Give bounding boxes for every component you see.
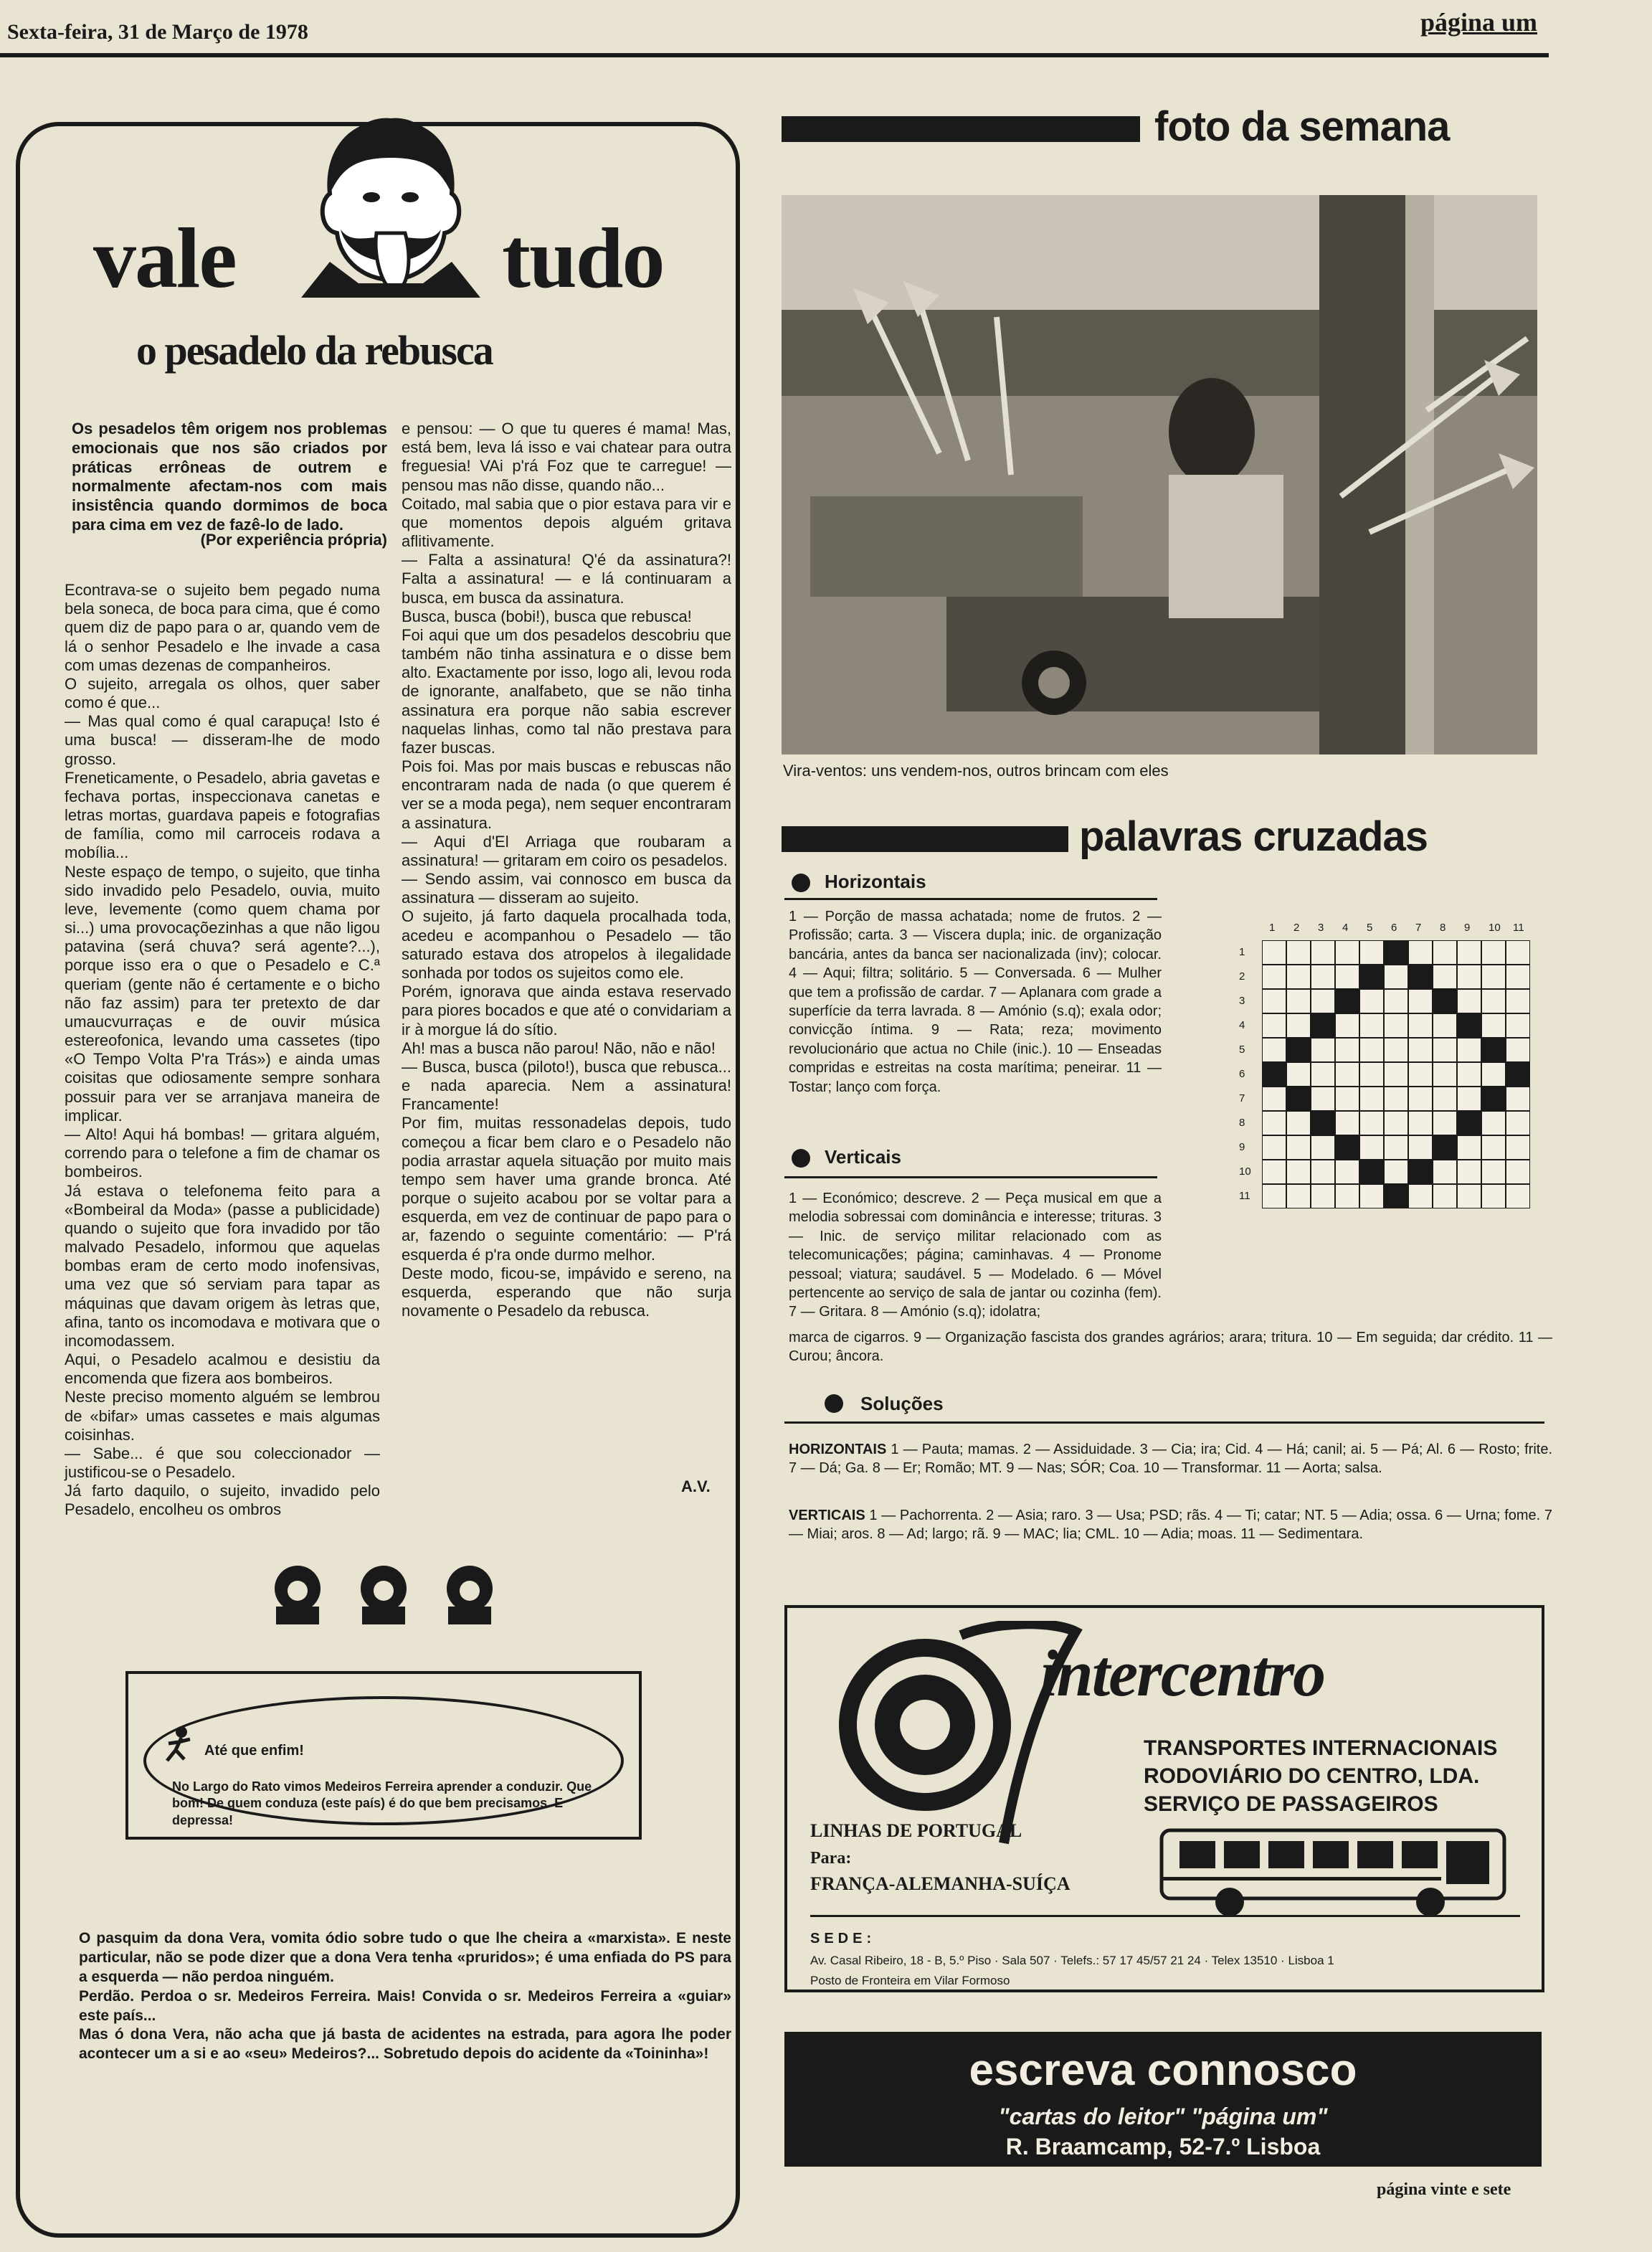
grid-cell[interactable] [1384,1013,1408,1038]
grid-cell[interactable] [1262,1160,1286,1184]
grid-cell[interactable] [1481,1135,1506,1160]
verticais-clues: 1 — Económico; descreve. 2 — Peça musical em que a melodia sobressai com dominância e interesse; trituras. 3 — Inic. de serviço militar relacionado com as telecomunicações; página; caminhavas. 4 — Pronome pessoal; viatura; saudável. 5 — Modelado. 6 — Móvel pertencente ao serviço de sala de jantar ou cozinha (fem). 7 — Gritara. 8 — Amónio (s.q); idolatra; [789,1191,1162,1320]
grid-cell[interactable] [1481,1062,1506,1087]
article-lead-credit: (Por experiência própria) [200,531,387,549]
grid-cell[interactable] [1457,1135,1481,1160]
grid-cell[interactable] [1311,1160,1335,1184]
bullet-icon [825,1394,843,1413]
grid-cell[interactable] [1506,1087,1530,1111]
grid-cell[interactable] [1359,1038,1384,1062]
marx-portrait-icon [287,108,495,298]
grid-cell[interactable] [1286,1038,1311,1062]
grid-cell[interactable] [1433,1062,1457,1087]
crossword-banner-bar [782,826,1068,852]
verticais-clues-continued: marca de cigarros. 9 — Organização fascista dos grandes agrários; arara; tritura. 10 — Em seguida; dar crédito. 11 — Curou; âncora. [789,1330,1552,1365]
grid-row-number: 10 [1239,1165,1251,1178]
grid-cell[interactable] [1457,1087,1481,1111]
grid-cell[interactable] [1506,1184,1530,1208]
escreva-connosco-box [784,2032,1542,2167]
grid-cell[interactable] [1286,940,1311,965]
note-title: Até que enfim! [204,1743,304,1759]
grid-cell[interactable] [1433,1160,1457,1184]
services-line-2: RODOVIÁRIO DO CENTRO, LDA. [1144,1764,1480,1788]
grid-cell[interactable] [1311,940,1335,965]
grid-cell[interactable] [1457,1038,1481,1062]
grid-column-number: 4 [1342,922,1349,934]
grid-cell[interactable] [1311,1087,1335,1111]
title-vale: vale [93,210,236,306]
grid-row-number: 4 [1239,1019,1245,1031]
grid-cell[interactable] [1335,1087,1359,1111]
horizontais-heading: Horizontais [825,871,926,892]
grid-cell[interactable] [1311,1038,1335,1062]
grid-row-number: 11 [1239,1190,1250,1202]
grid-cell[interactable] [1506,965,1530,989]
grid-cell[interactable] [1262,940,1286,965]
grid-cell[interactable] [1311,965,1335,989]
grid-cell[interactable] [1262,1013,1286,1038]
photo-caption: Vira-ventos: uns vendem-nos, outros brincam com eles [783,762,1169,780]
grid-cell[interactable] [1359,1087,1384,1111]
grid-cell[interactable] [1506,1111,1530,1135]
grid-cell[interactable] [1433,1013,1457,1038]
grid-cell[interactable] [1359,965,1384,989]
grid-cell[interactable] [1408,1062,1433,1087]
bus-icon [1158,1823,1509,1920]
grid-cell[interactable] [1286,1111,1311,1135]
grid-cell[interactable] [1506,940,1530,965]
section-label: página um [1420,8,1537,37]
escreva-title: escreva connosco [969,2045,1357,2095]
grid-cell[interactable] [1457,1062,1481,1087]
grid-row-number: 6 [1239,1068,1245,1080]
article-column-2: e pensou: — O que tu queres é mama! Mas, está bem, leva lá isso e vai chatear para outra freguesia! VAi p'rá Foz que te carregue! — pensou mas não disse, quando não... Coitado, mal sabia que o pior estava para vir e que momentos depois alguém gritava aflitivamente. — Falta a assinatura! Q'é da assinatura?! Falta a assinatura! — e lá continuaram a busca, em busca da assinatura. Busca, busca (bobi!), busca que rebusca! Foi aqui que um dos pesadelos descobriu que também não tinha assinatura e o disse bem alto. Exactamente por isso, logo ali, levou roda de ignorante, analfabeto, que se não tinha assinatura era porque não sabia escrever naquelas linhas, como tal não prestava para fazer buscas. Pois foi. Mas por mais buscas e rebuscas não encontraram nada de nada (o que querem é ver se a moda pega), nem sequer encontraram a assinatura. — Aqui d'El Arriaga que roubaram a assinatura! — gritaram em coiro os pesadelos. — Sendo assim, vai connosco em busca da assinatura — disseram ao sujeito. O sujeito, já farto daquela procalhada toda, acedeu e acompanhou o Pesadelo — tão saturado estava dos atropelos à ilegalidade sonhada por todos os sujeitos como ele. Porém, ignorava que ainda estava reservado para piores bocados e que até o convidariam a ir à morgue lá do sítio. Ah! mas a busca não parou! Não, não e não! — Busca, busca (piloto!), busca que rebusca... e nada aparecia. Nem a assinatura! Francamente! Por fim, muitas ressonadelas depois, tudo começou a ficar bem claro e o Pesadelo não podia arrastar aquela situação por muito mais tempo sem haver uma grande bronca. Até porque o sujeito acabou por se voltar para a esquerda, em vez de continuar de papo para o ar, fazendo o seguinte comentário: — P'rá esquerda é p'ra onde durmo melhor. Deste modo, ficou-se, impávido e sereno, na esquerda, esperando que não surja novamente o Pesadelo da rebusca. [402,420,731,1320]
grid-cell[interactable] [1408,965,1433,989]
solutions-vertical [789,1506,1552,1544]
crossword-banner-title: palavras cruzadas [1079,813,1428,860]
article-lead: Os pesadelos têm origem nos problemas emocionais que nos são criados por práticas errôneas de outrem e normalmente afectam-nos com mais insistência quando dormimos de boca para cima em vez de fazê-lo de lado. [72,420,387,534]
grid-column-number: 10 [1489,922,1501,934]
grid-cell[interactable] [1359,940,1384,965]
grid-cell[interactable] [1262,965,1286,989]
grid-cell[interactable] [1384,965,1408,989]
grid-row-number: 1 [1239,946,1245,958]
grid-cell[interactable] [1384,1135,1408,1160]
grid-cell[interactable] [1408,1087,1433,1111]
grid-cell[interactable] [1433,1184,1457,1208]
grid-cell[interactable] [1384,1087,1408,1111]
solucoes-heading: Soluções [860,1393,944,1414]
grid-cell[interactable] [1335,1062,1359,1087]
grid-cell[interactable] [1335,1038,1359,1062]
horizontais-clues: 1 — Porção de massa achatada; nome de frutos. 2 — Profissão; carta. 3 — Viscera dupla; inic. de organização bancária, antes da banca ser nacionalizada (inv); colocar. 4 — Aqui; filtra; solitário. 5 — Conversada. 6 — Mulher que tem a profissão de cardar. 7 — Aplanara com grade a superfície da terra lavrada. 8 — Amónio (s.q); exala odor; convicção íntima. 9 — Rata; reza; movimento revolucionário que actua no Chile (inic.). 10 — Enseadas compridas e estreitas na costa marítima; peneirar. 11 — Tostar; lanço com força. [789,909,1162,1095]
grid-cell[interactable] [1506,1062,1530,1087]
grid-cell[interactable] [1481,1087,1506,1111]
grid-cell[interactable] [1311,989,1335,1013]
grid-cell[interactable] [1335,1160,1359,1184]
grid-cell[interactable] [1433,1135,1457,1160]
page-footer: página vinte e sete [1377,2180,1511,2199]
grid-column-number: 7 [1415,922,1422,934]
grid-cell[interactable] [1506,1038,1530,1062]
grid-cell[interactable] [1433,1087,1457,1111]
grid-column-number: 2 [1293,922,1300,934]
grid-row-number: 3 [1239,995,1245,1007]
grid-cell[interactable] [1457,965,1481,989]
escreva-address: R. Braamcamp, 52-7.º Lisboa [1005,2134,1321,2159]
grid-cell[interactable] [1433,965,1457,989]
grid-cell[interactable] [1286,989,1311,1013]
section-rule [784,1421,1544,1424]
grid-cell[interactable] [1481,989,1506,1013]
grid-cell[interactable] [1262,989,1286,1013]
grid-cell[interactable] [1408,1160,1433,1184]
grid-cell[interactable] [1481,1184,1506,1208]
running-figure-icon [161,1725,197,1764]
grid-cell[interactable] [1457,1111,1481,1135]
sol-hor-text: 1 — Pauta; mamas. 2 — Assiduidade. 3 — Cia; ira; Cid. 4 — Há; canil; ai. 5 — Pá; Al. 6 — Rosto; frite. 7 — Dá; Ga. 8 — Er; Romão; MT. 9 — Nas; SÓR; Coa. 10 — Transformar. 11 — Aorta; salsa. [789,1442,1552,1477]
sede-address: Av. Casal Ribeiro, 18 - B, 5.º Piso · Sala 507 · Telefs.: 57 17 45/57 21 24 · Telex 13510 · Lisboa 1 [810,1954,1334,1967]
grid-cell[interactable] [1262,1038,1286,1062]
grid-cell[interactable] [1457,989,1481,1013]
grid-cell[interactable] [1384,940,1408,965]
grid-cell[interactable] [1359,1160,1384,1184]
grid-cell[interactable] [1286,1160,1311,1184]
grid-cell[interactable] [1457,1184,1481,1208]
title-tudo: tudo [502,210,664,306]
grid-cell[interactable] [1433,989,1457,1013]
grid-cell[interactable] [1408,1111,1433,1135]
article-signature: A.V. [681,1477,711,1495]
grid-cell[interactable] [1335,1013,1359,1038]
escreva-subtitle: "cartas do leitor" "página um" [998,2104,1328,2129]
solutions-horizontal [789,1440,1552,1478]
pasquim-paragraph: O pasquim da dona Vera, vomita ódio sobre tudo o que lhe cheira a «marxista». E neste particular, não se pode dizer que a dona Vera tenha «pruridos»; é uma enfiada do PS para a esquerda — não perdoa ninguém. Perdão. Perdoa o sr. Medeiros Ferreira. Mais! Convida o sr. Medeiros Ferreira a «guiar» este país... Mas ó dona Vera, não acha que já basta de acidentes na estrada, para agora lhe poder acontecer um a si e ao «seu» Medeiros?... Sobretudo depois do acidente da «Toininha»! [79,1930,731,2063]
grid-cell[interactable] [1384,1038,1408,1062]
photo-pinwheels [782,195,1537,754]
grid-cell[interactable] [1433,1111,1457,1135]
grid-cell[interactable] [1481,1160,1506,1184]
bullet-icon [792,1149,810,1168]
grid-cell[interactable] [1286,1184,1311,1208]
grid-column-number: 5 [1367,922,1373,934]
grid-cell[interactable] [1481,1038,1506,1062]
grid-cell[interactable] [1408,1184,1433,1208]
grid-cell[interactable] [1359,1013,1384,1038]
grid-cell[interactable] [1481,1013,1506,1038]
sede-label: SEDE: [810,1931,876,1946]
grid-cell[interactable] [1408,989,1433,1013]
grid-cell[interactable] [1384,989,1408,1013]
grid-cell[interactable] [1359,1184,1384,1208]
sol-ver-label: VERTICAIS [789,1508,865,1523]
grid-column-number: 3 [1318,922,1324,934]
grid-cell[interactable] [1481,1111,1506,1135]
grid-cell[interactable] [1433,1038,1457,1062]
grid-cell[interactable] [1335,989,1359,1013]
grid-cell[interactable] [1506,1135,1530,1160]
grid-cell[interactable] [1286,1062,1311,1087]
grid-cell[interactable] [1311,1111,1335,1135]
grid-cell[interactable] [1384,1160,1408,1184]
grid-cell[interactable] [1359,1062,1384,1087]
article-subtitle: o pesadelo da rebusca [136,327,493,374]
grid-cell[interactable] [1506,989,1530,1013]
intercentro-brand: intercentro [1040,1637,1325,1710]
sol-ver-text: 1 — Pachorrenta. 2 — Asia; raro. 3 — Usa; PSD; rãs. 4 — Ti; catar; NT. 5 — Adia; ossa. 6 — Urna; fome. 7 — Miai; aros. 8 — Ad; largo; rã. 9 — MAC; lia; CML. 10 — Adia; moas. 11 — Sedimentara. [789,1508,1552,1543]
grid-cell[interactable] [1481,965,1506,989]
grid-cell[interactable] [1359,1135,1384,1160]
grid-column-number: 9 [1464,922,1471,934]
grid-cell[interactable] [1311,1135,1335,1160]
header-rule [0,53,1549,57]
grid-cell[interactable] [1311,1062,1335,1087]
note-text: No Largo do Rato vimos Medeiros Ferreira aprender a conduzir. Que bom! De quem conduza (este país) é do que bem precisamos. E depressa! [172,1779,592,1827]
grid-cell[interactable] [1408,1013,1433,1038]
grid-cell[interactable] [1262,1111,1286,1135]
grid-cell[interactable] [1286,1013,1311,1038]
grid-cell[interactable] [1286,965,1311,989]
grid-cell[interactable] [1335,1111,1359,1135]
grid-cell[interactable] [1408,1038,1433,1062]
grid-cell[interactable] [1286,1087,1311,1111]
grid-cell[interactable] [1506,1013,1530,1038]
grid-cell[interactable] [1457,1013,1481,1038]
bullet-icon [792,874,810,892]
grid-cell[interactable] [1481,940,1506,965]
grid-cell[interactable] [1335,965,1359,989]
posto-fronteira: Posto de Fronteira em Vilar Formoso [810,1974,1010,1987]
intercentro-services [1144,1734,1497,1818]
services-line-1: TRANSPORTES INTERNACIONAIS [1144,1736,1498,1760]
verticais-heading: Verticais [825,1146,901,1168]
grid-cell[interactable] [1384,1184,1408,1208]
grid-cell[interactable] [1311,1013,1335,1038]
grid-cell[interactable] [1408,940,1433,965]
section-rule [784,1176,1157,1178]
grid-cell[interactable] [1311,1184,1335,1208]
grid-cell[interactable] [1335,1184,1359,1208]
grid-cell[interactable] [1506,1160,1530,1184]
section-rule [784,898,1157,900]
grid-cell[interactable] [1384,1111,1408,1135]
grid-row-number: 9 [1239,1141,1245,1153]
grid-column-number: 6 [1391,922,1397,934]
grid-cell[interactable] [1457,940,1481,965]
services-line-3: SERVIÇO DE PASSAGEIROS [1144,1792,1438,1816]
ad-rule [810,1915,1520,1917]
grid-column-number: 8 [1440,922,1446,934]
grid-cell[interactable] [1262,1087,1286,1111]
grid-cell[interactable] [1335,1135,1359,1160]
grid-cell[interactable] [1457,1160,1481,1184]
foto-banner-title: foto da semana [1154,103,1450,150]
destinations: FRANÇA-ALEMANHA-SUÍÇA [810,1873,1071,1894]
foto-banner-bar [782,116,1140,142]
grid-cell[interactable] [1359,1111,1384,1135]
grid-cell[interactable] [1359,989,1384,1013]
grid-cell[interactable] [1433,940,1457,965]
grid-column-number: 11 [1513,922,1524,934]
article-column-1: Econtrava-se o sujeito bem pegado numa bela soneca, de boca para cima, que é como quem diz de papo para o ar, quando vem de lá o senhor Pesadelo e lhe invade a casa com umas dezenas de companheiros. O sujeito, arregala os olhos, quer saber como é que... — Mas qual como é qual carapuça! Isto é uma busca! — disseram-lhe de modo grosso. Freneticamente, o Pesadelo, abria gavetas e fechava portas, inspeccionava canetas e letras mortas, guardava papeis e fotografias de família, como mil carroceis rodava a mobília... Neste espaço de tempo, o sujeito, que tinha sido invadido pelo Pesadelo, ouvia, muito leve, levemente (como quem chama por si...) uma provocaçõezinhas a que não ligou patavina (será chuva? será agente?...), porque isso era o que o Pesadelo e C.ª queriam (gente não é certamente e o bicho não faz assim) para ter pretexto de dar umaucvurraças e de ouvir música estereofonica, levando uma cassetes (tipo «O Tempo Volta P'ra Trás») e ainda umas coisitas que odiosamente sempre sonhara possuir para ver se arranjava maneira de implicar. — Alto! Aqui há bombas! — gritara alguém, correndo para o telefone a fim de chamar os bombeiros. Já estava o telefonema feito para a «Bombeiral da Moda» (passe a publicidade) quando o sujeito que fora invadido por tão malvado Pesadelo, informou que aquelas bombas eram de certo modo inofensivas, uma vez que só serviam para tapar as máquinas que davam origem às letras que, afina, tanto os incomodava e motivara que o incomodassem. Aqui, o Pesadelo acalmou e desistiu da encomenda que fizera aos bombeiros. Neste preciso momento alguém se lembrou de «bifar» umas cassetes e mais algumas coisinhas. — Sabe... é que sou coleccionador — justificou-se o Pesadelo. Já farto daquilo, o sujeito, invadido pelo Pesadelo, encolheu os ombros [65,581,380,1519]
issue-date: Sexta-feira, 31 de Março de 1978 [7,20,308,44]
grid-cell[interactable] [1335,940,1359,965]
grid-cell[interactable] [1384,1062,1408,1087]
grid-row-number: 7 [1239,1092,1245,1104]
para-label: Para: [810,1849,852,1868]
grid-cell[interactable] [1408,1135,1433,1160]
marx-heads-icon [262,1556,520,1628]
grid-row-number: 8 [1239,1117,1245,1129]
grid-cell[interactable] [1262,1135,1286,1160]
grid-cell[interactable] [1262,1062,1286,1087]
linhas-portugal: LINHAS DE PORTUGAL [810,1820,1022,1841]
grid-column-number: 1 [1269,922,1276,934]
sol-hor-label: HORIZONTAIS [789,1442,887,1457]
grid-row-number: 5 [1239,1044,1245,1056]
grid-cell[interactable] [1262,1184,1286,1208]
grid-cell[interactable] [1286,1135,1311,1160]
grid-row-number: 2 [1239,970,1245,983]
